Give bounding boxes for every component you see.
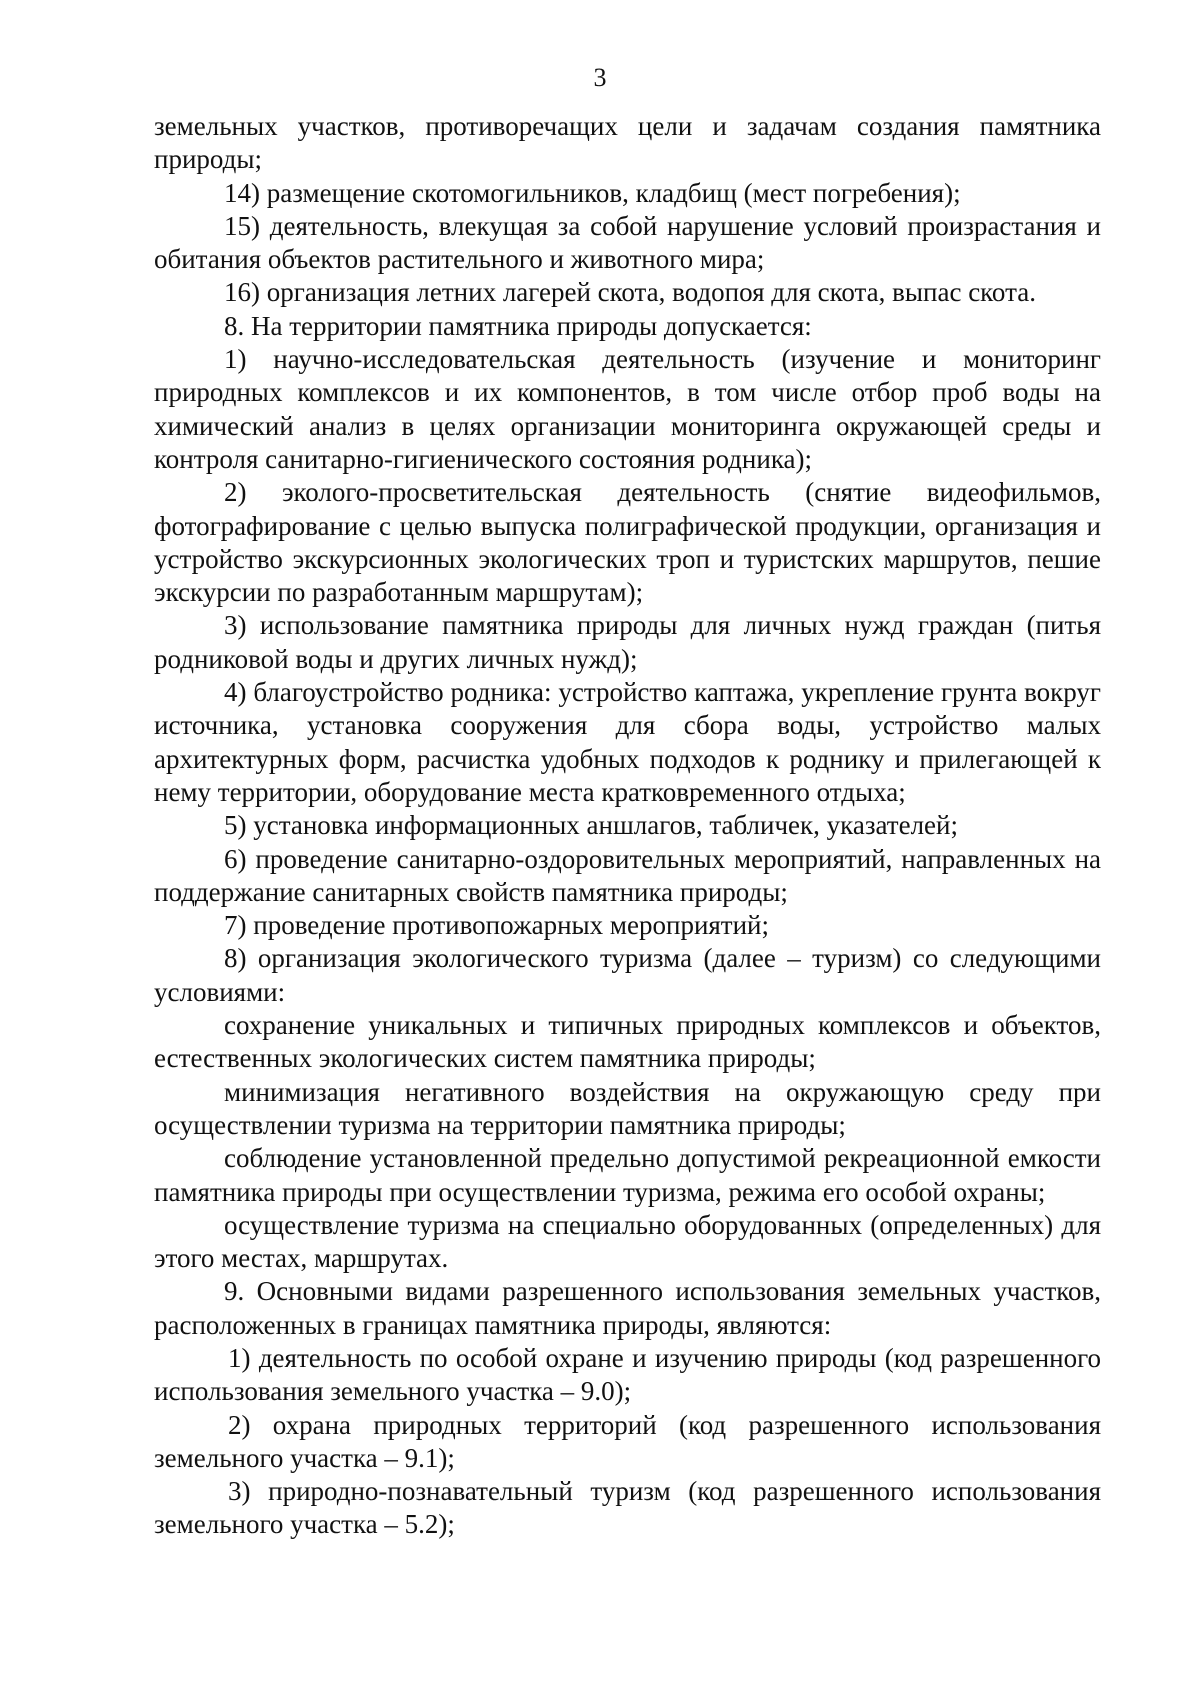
paragraph-8-item-6: 6) проведение санитарно-оздоровительных мероприятий, направленных на поддержание санитарных свойств памятника природы; xyxy=(154,843,1101,907)
paragraph-section-9: 9. Основными видами разрешенного использования земельных участков, расположенных в границах памятника природы, являются: xyxy=(154,1276,1101,1340)
paragraph-8-item-8: 8) организация экологического туризма (далее – туризм) со следующими условиями: xyxy=(154,943,1101,1007)
paragraph-9-item-2: 2) охрана природных территорий (код разрешенного использования земельного участка – 9.1); xyxy=(154,1409,1101,1473)
paragraph-condition-1: сохранение уникальных и типичных природных комплексов и объектов, естественных экологических систем памятника природы; xyxy=(154,1010,1101,1074)
paragraph-item-16: 16) организация летних лагерей скота, водопоя для скота, выпас скота. xyxy=(224,277,1036,308)
paragraph-section-8: 8. На территории памятника природы допускается: xyxy=(224,310,812,341)
paragraph-8-item-1: 1) научно-исследовательская деятельность (изучение и мониторинг природных комплексов и их компонентов, в том числе отбор проб воды на химический анализ в целях организации мониторинга окружающей среды и контроля санитарно-гигиенического состояния родника); xyxy=(154,344,1101,474)
paragraph-8-item-3: 3) использование памятника природы для личных нужд граждан (питья родниковой воды и других личных нужд); xyxy=(154,610,1101,674)
page-number: 3 xyxy=(593,63,607,92)
paragraph-continuation: земельных участков, противоречащих цели и задачам создания памятника природы; xyxy=(154,111,1101,175)
paragraph-8-item-2: 2) эколого-просветительская деятельность (снятие видеофильмов, фотографирование с целью выпуска полиграфической продукции, организация и устройство экскурсионных экологических троп и туристских маршрутов, пешие экскурсии по разработанным маршрутам); xyxy=(154,477,1101,608)
paragraph-9-item-1: 1) деятельность по особой охране и изучению природы (код разрешенного использования земельного участка – 9.0); xyxy=(154,1342,1101,1407)
paragraph-item-15: 15) деятельность, влекущая за собой нарушение условий произрастания и обитания объектов растительного и животного мира; xyxy=(154,210,1101,275)
document-body xyxy=(154,110,1101,1542)
paragraph-condition-4: осуществление туризма на специально оборудованных (определенных) для этого местах, маршрутах. xyxy=(154,1209,1101,1274)
paragraph-condition-2: минимизация негативного воздействия на окружающую среду при осуществлении туризма на территории памятника природы; xyxy=(154,1076,1101,1140)
paragraph-9-item-3: 3) природно-познавательный туризм (код разрешенного использования земельного участка – 5.2); xyxy=(154,1476,1101,1540)
paragraph-8-item-4: 4) благоустройство родника: устройство каптажа, укрепление грунта вокруг источника, установка сооружения для сбора воды, устройство малых архитектурных форм, расчистка удобных подходов к роднику и прилегающей к нему территории, оборудование места кратковременного отдыха; xyxy=(154,677,1101,807)
paragraph-condition-3: соблюдение установленной предельно допустимой рекреационной емкости памятника природы при осуществлении туризма, режима его особой охраны; xyxy=(154,1143,1101,1207)
paragraph-item-14: 14) размещение скотомогильников, кладбищ (мест погребения); xyxy=(224,177,961,208)
paragraph-8-item-5: 5) установка информационных аншлагов, табличек, указателей; xyxy=(224,810,958,841)
paragraph-8-item-7: 7) проведение противопожарных мероприятий; xyxy=(224,910,770,941)
